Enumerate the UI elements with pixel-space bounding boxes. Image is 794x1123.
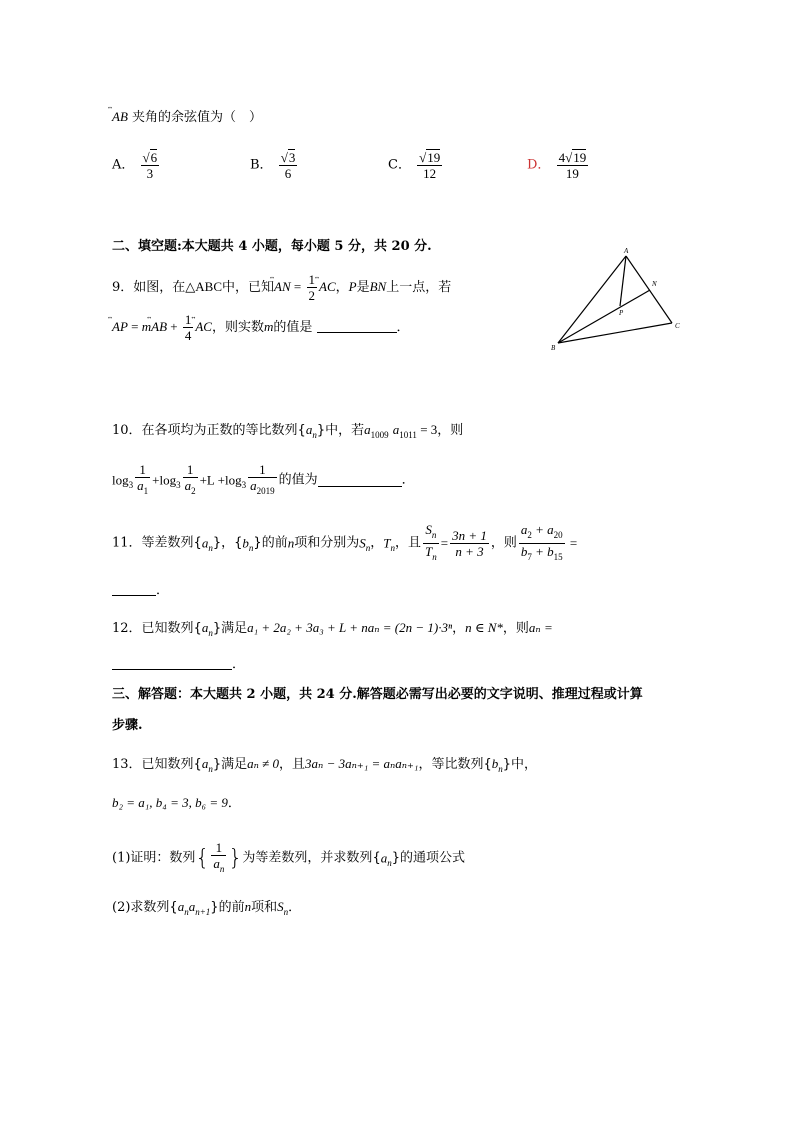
vector-ab: AB <box>112 109 128 124</box>
q10-line2: $\log_3$ $\frac{1}{a_1}$ $+\log_3$ $\frac{1}{a_2}$ $+L +\log_3$ $\frac{1}{a_{2019}}$ 的值为 ． <box>112 462 415 496</box>
q10-line1: 10．在各项均为正数的等比数列$\{a_n\}$中，若$a_{1009}$ $a_{1011} = 3$，则 <box>112 422 464 440</box>
label-c: C <box>675 322 680 330</box>
section-2-title: 二、填空题:本大题共 4 小题，每小题 5 分，共 20 分. <box>112 239 432 254</box>
label-a: A <box>624 247 629 255</box>
option-d: D． $\frac{4√19}{19}$ <box>527 150 587 181</box>
q9-line2: AP = m AB + $\frac{1}{4}$ AC，则实数m的值是 ． <box>112 312 410 343</box>
q11-line2: ． <box>112 582 169 600</box>
q8-tail <box>112 108 262 127</box>
q13-line2: b₂ = a₁, b₄ = 3, b₆ = 9． <box>112 795 241 811</box>
section-3-title-cont: 步骤. <box>112 718 143 733</box>
q12-line1: 12．已知数列$\{a_n\}$满足a₁ + 2a₂ + 3a₃ + L + naₙ = (2n − 1)·3ⁿ，n ∈ N*，则aₙ = <box>112 620 553 638</box>
q10-answer-blank[interactable] <box>318 474 402 487</box>
q9-line1: 9．如图，在△ABC中，已知 AN = $\frac{1}{2}$ AC，P是BN上一点，若 <box>112 272 452 303</box>
side-ab <box>558 256 626 343</box>
q11-line1: 11．等差数列$\{a_n\}$，$\{b_n\}$的前n项和分别为$S_n$，$T_n$，且 $\frac{S_n}{T_n}$ = $\frac{3n + 1}{n + 3}$ ，则 $\frac{a_2 + a_{20}}{b_7 + b_{15}}$ = <box>112 522 578 562</box>
section-3-title: 三、解答题：本大题共 2 小题，共 24 分.解答题必需写出必要的文字说明、推理过程或计算 <box>112 687 643 702</box>
label-n: N <box>652 280 657 288</box>
q8-tail-text: 夹角的余弦值为（ ） <box>132 110 263 125</box>
option-a: A． $\frac{√6}{3}$ <box>112 150 158 181</box>
segment-ap <box>620 256 626 306</box>
option-b: B． $\frac{√3}{6}$ <box>250 150 296 181</box>
q12-line2: ． <box>112 656 245 674</box>
q9-answer-blank[interactable] <box>317 320 397 333</box>
side-ac <box>626 256 672 323</box>
triangle-figure <box>548 244 688 354</box>
q13-part1: (1)证明：数列{ $\frac{1}{a_n}$ }为等差数列，并求数列$\{a_n\}$的通项公式 <box>112 840 466 874</box>
label-p: P <box>619 309 624 317</box>
option-c: C． $\frac{√19}{12}$ <box>388 150 441 181</box>
q11-answer-blank[interactable] <box>112 583 156 596</box>
q13-line1: 13．已知数列$\{a_n\}$满足aₙ ≠ 0，且3aₙ − 3aₙ₊₁ = aₙaₙ₊₁，等比数列$\{b_n\}$中， <box>112 756 538 774</box>
q12-answer-blank[interactable] <box>112 657 232 670</box>
q13-part2: (2)求数列$\{a_na_{n+1}\}$的前n项和$S_n$． <box>112 899 302 917</box>
label-b: B <box>551 344 556 352</box>
